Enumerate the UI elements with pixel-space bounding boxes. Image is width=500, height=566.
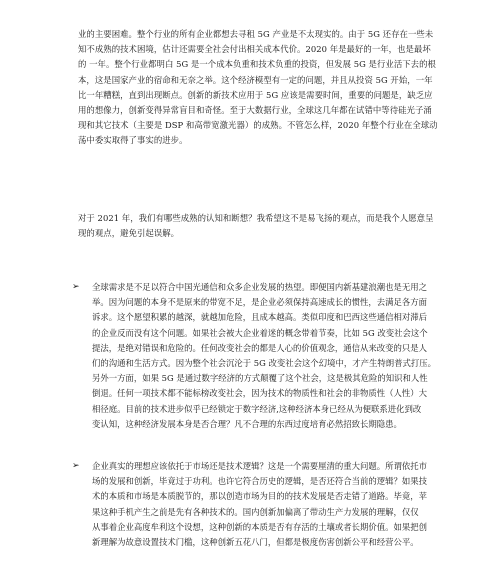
text-line: 荡中委实取得了事实的进步。 [78, 135, 188, 146]
paragraph-industry-review [78, 27, 438, 149]
text-line: 的企业反而没有这个问题。如果社会被大企业着迷的概念带着节奏，比如 5G 改变社会这个 [92, 327, 428, 338]
arrow-bullet-icon: ➢ [72, 461, 80, 471]
text-line: 对于 2021 年，我们有哪些成熟的认知和断想？我希望这不是易飞扬的观点，而是我个人愿意呈 [78, 213, 434, 223]
bullet-text [92, 459, 437, 550]
arrow-bullet-icon: ➢ [72, 282, 80, 292]
text-line: 从事着企业高度牟利这个设想，这种创新的本质是否有存活的土壤或者长期价值。如果把创 [92, 521, 427, 532]
text-line: 诉求。这个愿望积累的越深，就越加危险，且成本越高。类似印度和巴西这些通信相对滞后 [92, 312, 427, 323]
text-line: 全球需求是不足以符合中国光通信和众多企业发展的热望。即便国内新基建浪潮也是无用之 [92, 282, 427, 292]
text-line: 比一年糟糕，直到出现断点。创新的新技术应用于 5G 应该是需要时间，重要的问题是，缺乏应 [78, 89, 433, 100]
bullet-text [92, 280, 437, 432]
text-line: 术的本质和市场是本质脱节的，那以创造市场为目的的技术发展是否走错了道路。毕竟，苹 [92, 491, 427, 502]
text-line: 倒退。任何一项技术都不能标榜改变社会，因为技术的物质性和社会的非物质性（人性）大 [92, 388, 427, 399]
text-line: 场的发展和创新，毕竟过于功利。也许它符合历史的逻辑，是否还符合当前的逻辑？如果技 [92, 476, 427, 487]
text-line: 另外一方面，如果 5G 是通过数字经济的方式颠覆了这个社会，这是极其危险的知识和人性 [92, 373, 428, 384]
text-line: 们的沟通和生活方式。因为整个社会沉沦于 5G 改变社会这个幻境中，才产生特朗普式打压。 [92, 358, 436, 369]
text-line: 的 一年。整个行业都明白 5G 是一个成本负重和技术负重的投资，但发展 5G 是行业活下去的根 [78, 59, 436, 70]
text-line: 举。因为问题的本身不是原来的带宽不足，是企业必须保持高速成长的惯性，去满足各方面 [92, 297, 427, 308]
text-line: 新理解为故意设置技术门槛，这种创新五花八门，但都是极度伤害创新公平和经营公平。 [92, 537, 419, 548]
text-line: 相径庭。目前的技术进步似乎已经锁定于数字经济,这种经济本身已经从为便联系进化到改 [92, 403, 422, 414]
text-line: 用的想像力，创新变得异常盲目和奇怪。至于大数据行业，全球这几年都在试错中等待硅光子涌 [78, 105, 432, 116]
paragraph-2021-intro [78, 211, 434, 241]
text-line: 现的观点，避免引起误解。 [78, 228, 180, 239]
text-line: 业的主要困难。整个行业的所有企业都想去寻租 5G 产业是不太现实的。由于 5G 还存在一些未 [78, 29, 434, 39]
text-line: 果这种手机产生之前是先有各种技术的。国内创新加偏离了带动生产力发展的理解，仅仅 [92, 506, 419, 517]
text-line: 知不成熟的技术困境，估计还需要全社会付出相关成本代价。2020 年是最好的一年，也是最坏 [78, 44, 431, 55]
text-line: 企业真实的理想应该依托于市场还是技术逻辑？这是一个需要厘清的重大问题。所谓依托市 [92, 461, 427, 471]
text-line: 本，这是国家产业的宿命和无奈之举。这个经济模型有一定的问题，并且从投资 5G 开始，一年 [78, 74, 433, 85]
text-line: 现和其它技术（主要是 DSP 和高带宽激光器）的成熟。不管怎么样，2020 年整个行业在全球动 [78, 120, 438, 131]
text-line: 变认知，这种经济发展本身是否合理？凡不合理的东西过度培育必然招致长期隐患。 [92, 418, 402, 429]
text-line: 提法，是绝对错误和危险的。任何改变社会的都是人心的价值观念，通信从来改变的只是人 [92, 342, 427, 353]
